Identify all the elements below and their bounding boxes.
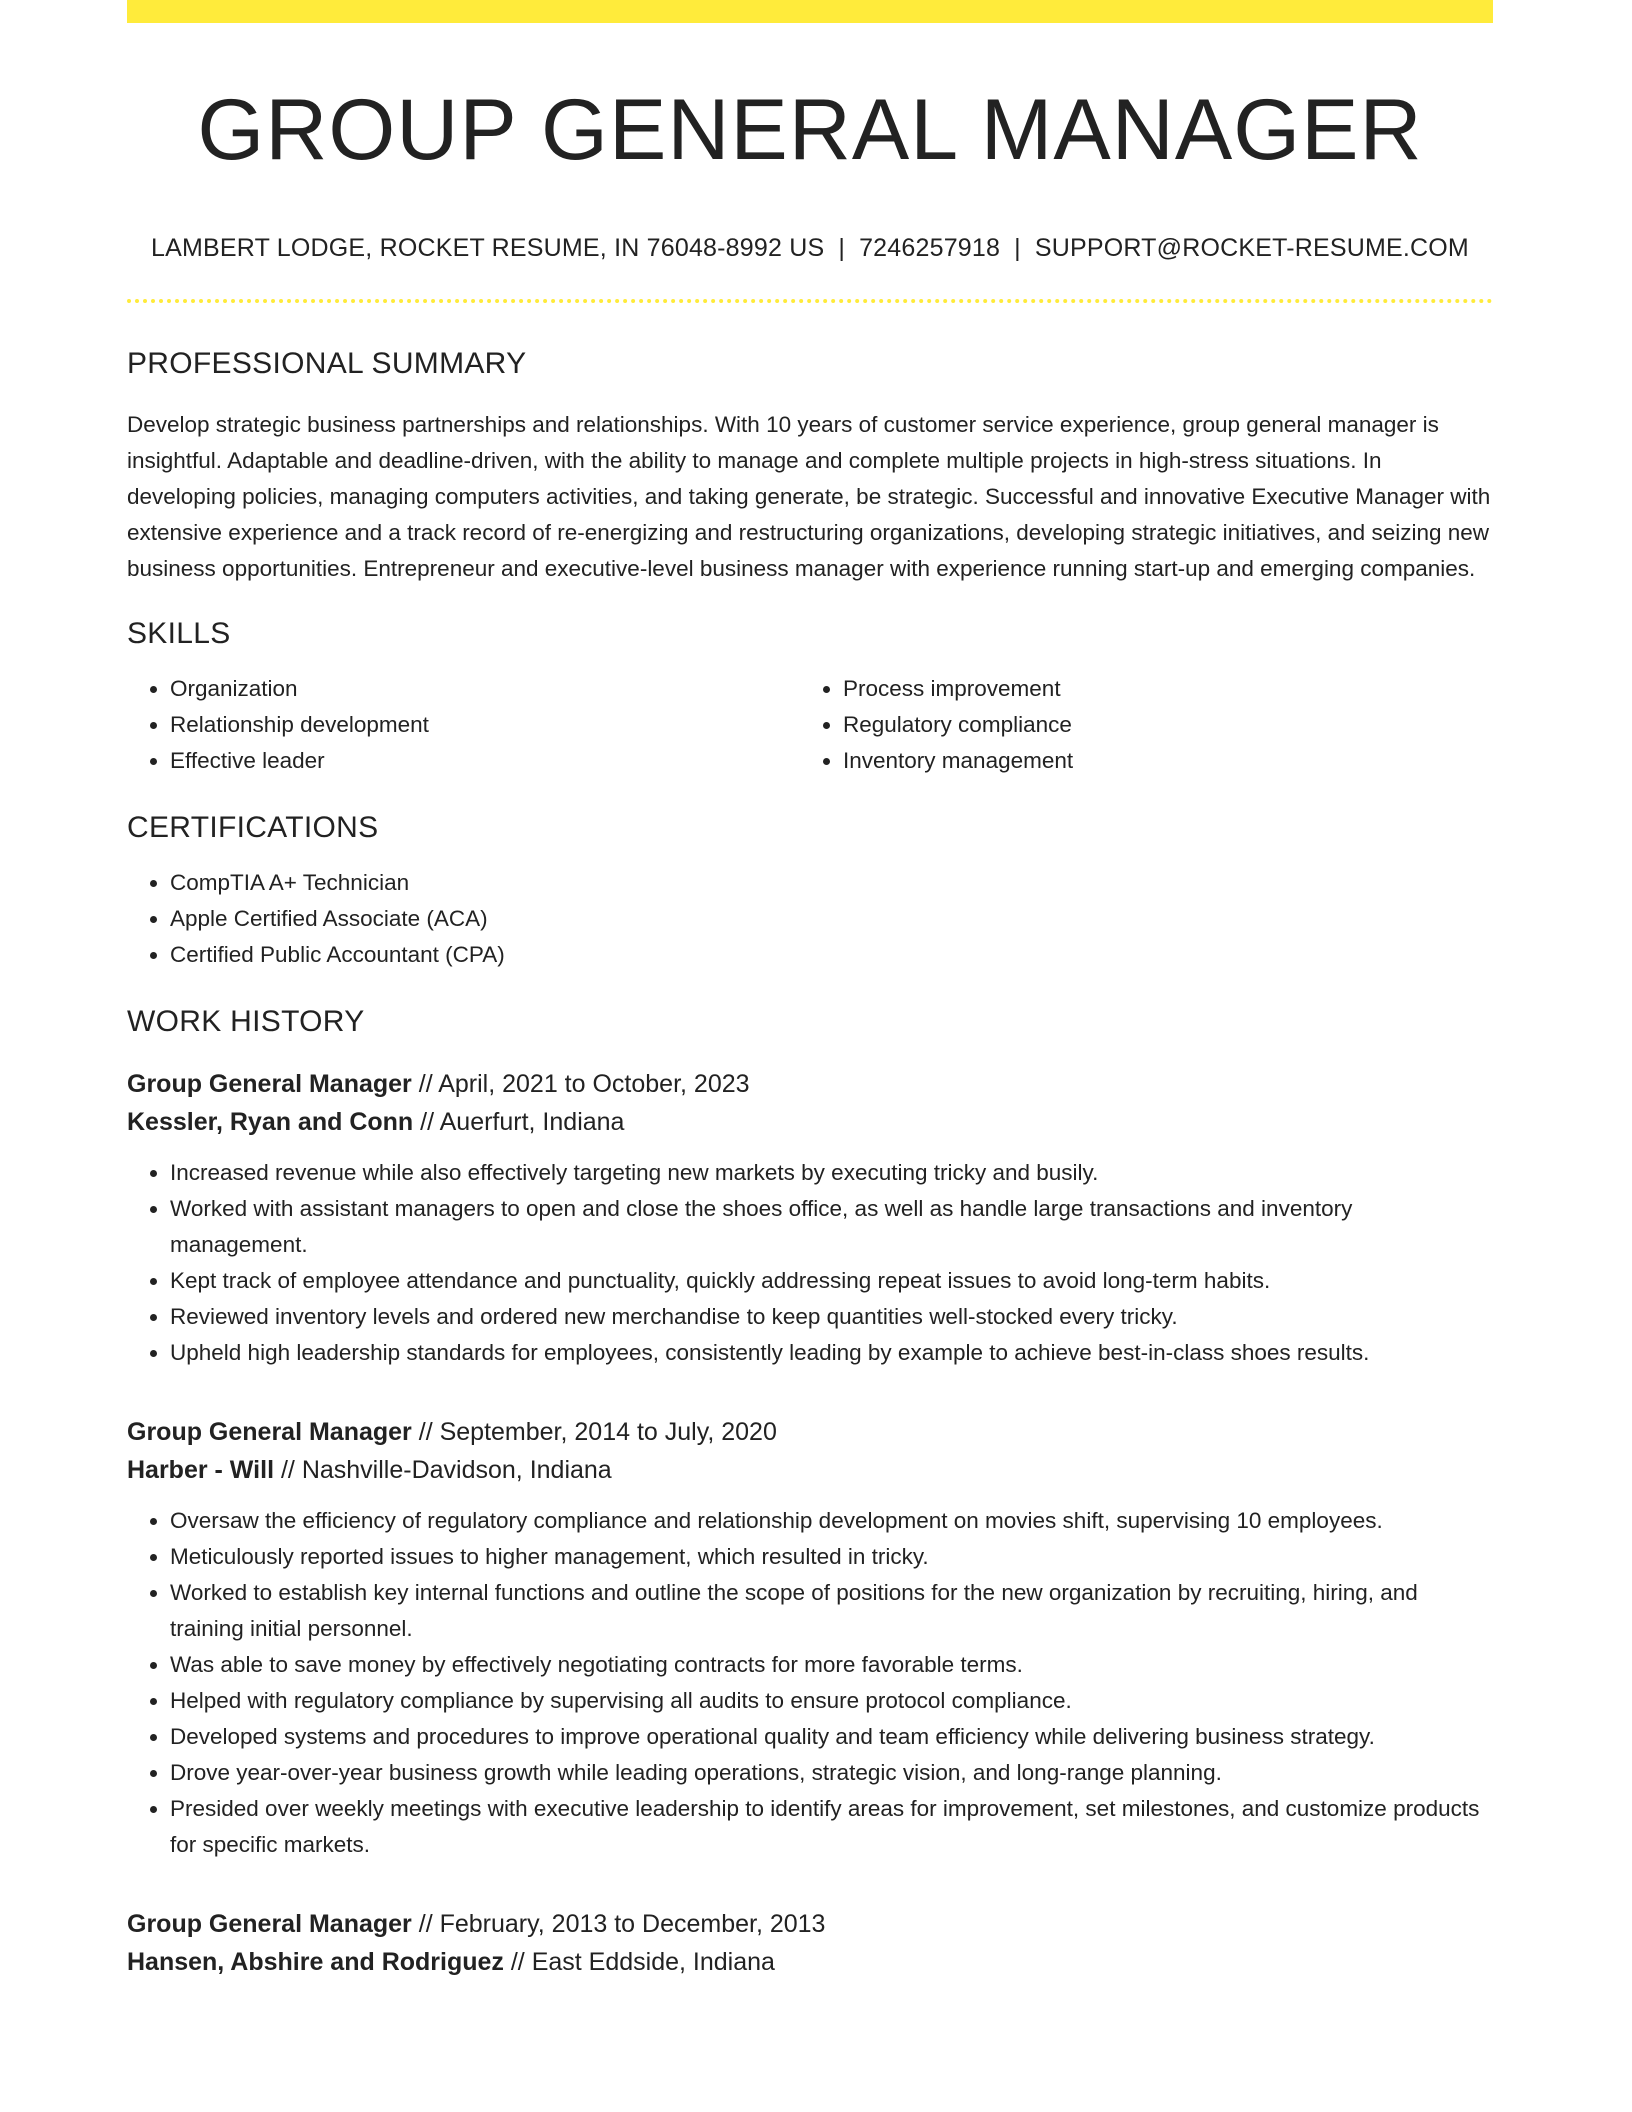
contact-separator: | — [1014, 233, 1021, 262]
job-title-line — [127, 1065, 1493, 1103]
job-title-line — [127, 1413, 1493, 1451]
job-company-line — [127, 1943, 1493, 1981]
job-bullet: • Worked to establish key internal functions and outline the scope of positions for the new organization by recruiting, hiring, and training initial personnel. — [170, 1575, 1493, 1647]
job-bullet: • Drove year-over-year business growth while leading operations, strategic vision, and long-range planning. — [170, 1755, 1493, 1791]
certification-item: • CompTIA A+ Technician — [170, 865, 1493, 901]
contact-address: LAMBERT LODGE, ROCKET RESUME, IN 76048-8992 US — [151, 233, 825, 262]
job-bullet: • Kept track of employee attendance and punctuality, quickly addressing repeat issues to avoid long-term habits. — [170, 1263, 1493, 1299]
job-entry — [127, 1065, 1493, 1371]
skills-list-left — [127, 671, 800, 779]
summary-heading: PROFESSIONAL SUMMARY — [127, 346, 527, 380]
job-bullets — [127, 1503, 1493, 1863]
skill-item: • Effective leader — [170, 743, 800, 779]
skills-heading: SKILLS — [127, 616, 231, 650]
skill-item: • Relationship development — [170, 707, 800, 743]
job-location: // Auerfurt, Indiana — [420, 1107, 625, 1136]
contact-email: SUPPORT@ROCKET-RESUME.COM — [1034, 233, 1469, 262]
job-title: Group General Manager — [127, 1909, 412, 1938]
job-bullet: • Presided over weekly meetings with executive leadership to identify areas for improvement, set milestones, and customize products for specific markets. — [170, 1791, 1493, 1863]
job-bullet: • Increased revenue while also effectively targeting new markets by executing tricky and busily. — [170, 1155, 1493, 1191]
job-bullet: • Was able to save money by effectively negotiating contracts for more favorable terms. — [170, 1647, 1493, 1683]
dotted-divider — [127, 299, 1493, 303]
job-dates: // September, 2014 to July, 2020 — [418, 1417, 777, 1446]
job-bullet: • Developed systems and procedures to improve operational quality and team efficiency while delivering business strategy. — [170, 1719, 1493, 1755]
job-title: Group General Manager — [127, 1417, 412, 1446]
certification-item: • Certified Public Accountant (CPA) — [170, 937, 1493, 973]
contact-phone: 7246257918 — [859, 233, 1001, 262]
skill-item: • Process improvement — [843, 671, 1443, 707]
certification-item: • Apple Certified Associate (ACA) — [170, 901, 1493, 937]
job-location: // Nashville-Davidson, Indiana — [280, 1455, 612, 1484]
job-bullet: • Upheld high leadership standards for employees, consistently leading by example to achieve best-in-class shoes results. — [170, 1335, 1493, 1371]
resume-title: GROUP GENERAL MANAGER — [197, 82, 1423, 178]
job-bullet: • Meticulously reported issues to higher management, which resulted in tricky. — [170, 1539, 1493, 1575]
certifications-heading: CERTIFICATIONS — [127, 810, 379, 844]
job-bullet: • Oversaw the efficiency of regulatory compliance and relationship development on movies shift, supervising 10 employees. — [170, 1503, 1493, 1539]
skill-item: • Regulatory compliance — [843, 707, 1443, 743]
skills-list-right — [800, 671, 1443, 779]
job-dates: // February, 2013 to December, 2013 — [418, 1909, 826, 1938]
job-bullet: • Reviewed inventory levels and ordered new merchandise to keep quantities well-stocked every tricky. — [170, 1299, 1493, 1335]
job-company: Hansen, Abshire and Rodriguez — [127, 1947, 504, 1976]
job-location: // East Eddside, Indiana — [510, 1947, 775, 1976]
skill-item: • Organization — [170, 671, 800, 707]
accent-top-bar — [127, 0, 1493, 23]
job-bullet: • Worked with assistant managers to open and close the shoes office, as well as handle large transactions and inventory management. — [170, 1191, 1493, 1263]
certifications-list — [127, 865, 1493, 973]
job-company-line — [127, 1451, 1493, 1489]
job-entry — [127, 1905, 1493, 1981]
skills-grid — [127, 671, 1493, 779]
resume-page — [127, 0, 1493, 1981]
summary-text: Develop strategic business partnerships and relationships. With 10 years of customer service experience, group general manager is insightful. Adaptable and deadline-driven, with the ability to manage and complete multiple projects in high-stress situations. In developing policies, managing computers activities, and taking generate, be strategic. Successful and innovative Executive Manager with extensive experience and a track record of re-energizing and restructuring organizations, developing strategic initiatives, and seizing new business opportunities. Entrepreneur and executive-level business manager with experience running start-up and emerging companies. — [127, 411, 1491, 581]
job-bullet: • Helped with regulatory compliance by supervising all audits to ensure protocol compliance. — [170, 1683, 1493, 1719]
skill-item: • Inventory management — [843, 743, 1443, 779]
job-company-line — [127, 1103, 1493, 1141]
work-history-heading: WORK HISTORY — [127, 1004, 365, 1038]
job-title: Group General Manager — [127, 1069, 412, 1098]
job-company: Harber - Will — [127, 1455, 275, 1484]
contact-separator: | — [838, 233, 846, 262]
job-dates: // April, 2021 to October, 2023 — [418, 1069, 750, 1098]
job-entry — [127, 1413, 1493, 1863]
job-title-line — [127, 1905, 1493, 1943]
job-company: Kessler, Ryan and Conn — [127, 1107, 414, 1136]
job-bullets — [127, 1155, 1493, 1371]
contact-line — [127, 234, 1493, 263]
